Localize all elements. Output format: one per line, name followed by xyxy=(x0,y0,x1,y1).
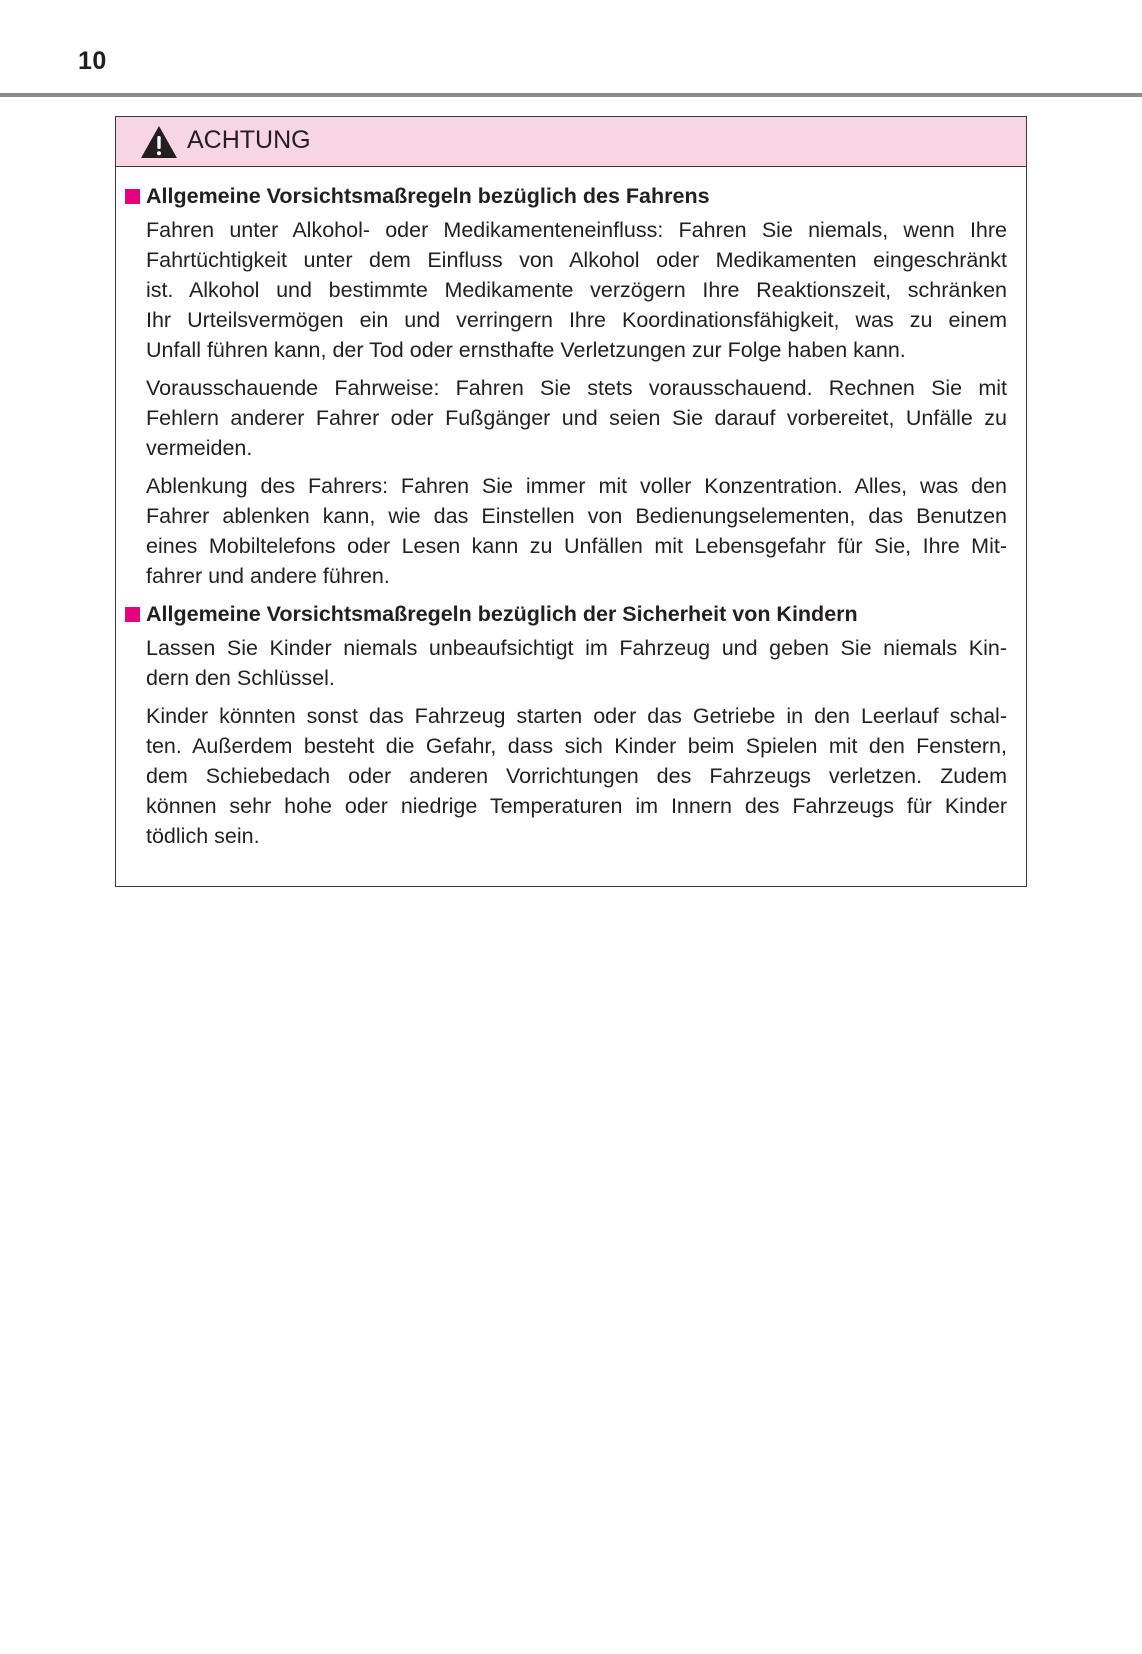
text-line: tödlich sein. xyxy=(146,824,260,848)
bullet-square-icon xyxy=(125,607,140,622)
text-line: Vorausschauende Fahrweise: Fahren Sie stets vorausschauend. Rechnen Sie mit xyxy=(146,376,1007,400)
text-line: Fahrtüchtigkeit unter dem Einfluss von Alkohol oder Medikamenten eingeschränkt xyxy=(146,248,1007,272)
text-line: Ablenkung des Fahrers: Fahren Sie immer mit voller Konzentration. Alles, was den xyxy=(146,474,1007,498)
warning-content xyxy=(116,181,1026,859)
paragraph xyxy=(146,633,1007,693)
bullet-square-icon xyxy=(125,189,140,204)
text-line: Ihr Urteilsvermögen ein und verringern Ihre Koordinationsfähigkeit, was zu einem xyxy=(146,308,1007,332)
text-line: Kinder könnten sonst das Fahrzeug starten oder das Getriebe in den Leerlauf schal- xyxy=(146,704,1007,728)
warning-triangle-icon xyxy=(140,125,178,159)
text-line: Lassen Sie Kinder niemals unbeaufsichtigt im Fahrzeug und geben Sie niemals Kin- xyxy=(146,636,1007,660)
section-heading xyxy=(116,181,1026,211)
text-line: eines Mobiltelefons oder Lesen kann zu Unfällen mit Lebensgefahr für Sie, Ihre Mit- xyxy=(146,534,1007,558)
header-rule xyxy=(0,93,1142,97)
warning-box-header xyxy=(116,117,1026,167)
text-line: dern den Schlüssel. xyxy=(146,666,335,690)
warning-title: ACHTUNG xyxy=(187,126,311,154)
text-line: fahrer und andere führen. xyxy=(146,564,390,588)
paragraph xyxy=(146,215,1007,365)
paragraph xyxy=(146,373,1007,463)
text-line: vermeiden. xyxy=(146,436,253,460)
section-heading xyxy=(116,599,1026,629)
paragraph xyxy=(146,471,1007,591)
text-line: dem Schiebedach oder anderen Vorrichtungen des Fahrzeugs verletzen. Zudem xyxy=(146,764,1007,788)
text-line: Fahren unter Alkohol- oder Medikamenteneinfluss: Fahren Sie niemals, wenn Ihre xyxy=(146,218,1007,242)
text-line: können sehr hohe oder niedrige Temperaturen im Innern des Fahrzeugs für Kinder xyxy=(146,794,1007,818)
text-line: Fehlern anderer Fahrer oder Fußgänger und seien Sie darauf vorbereitet, Unfälle zu xyxy=(146,406,1007,430)
text-line: ist. Alkohol und bestimmte Medikamente verzögern Ihre Reaktionszeit, schränken xyxy=(146,278,1007,302)
text-line: Fahrer ablenken kann, wie das Einstellen von Bedienungselementen, das Benutzen xyxy=(146,504,1007,528)
page-number: 10 xyxy=(78,47,107,75)
text-line: ten. Außerdem besteht die Gefahr, dass sich Kinder beim Spielen mit den Fenstern, xyxy=(146,734,1007,758)
section-heading-text: Allgemeine Vorsichtsmaßregeln bezüglich der Sicherheit von Kindern xyxy=(146,602,858,626)
section-heading-text: Allgemeine Vorsichtsmaßregeln bezüglich des Fahrens xyxy=(146,184,710,208)
paragraph xyxy=(146,701,1007,851)
warning-box xyxy=(115,116,1027,887)
text-line: Unfall führen kann, der Tod oder ernsthafte Verletzungen zur Folge haben kann. xyxy=(146,338,906,362)
